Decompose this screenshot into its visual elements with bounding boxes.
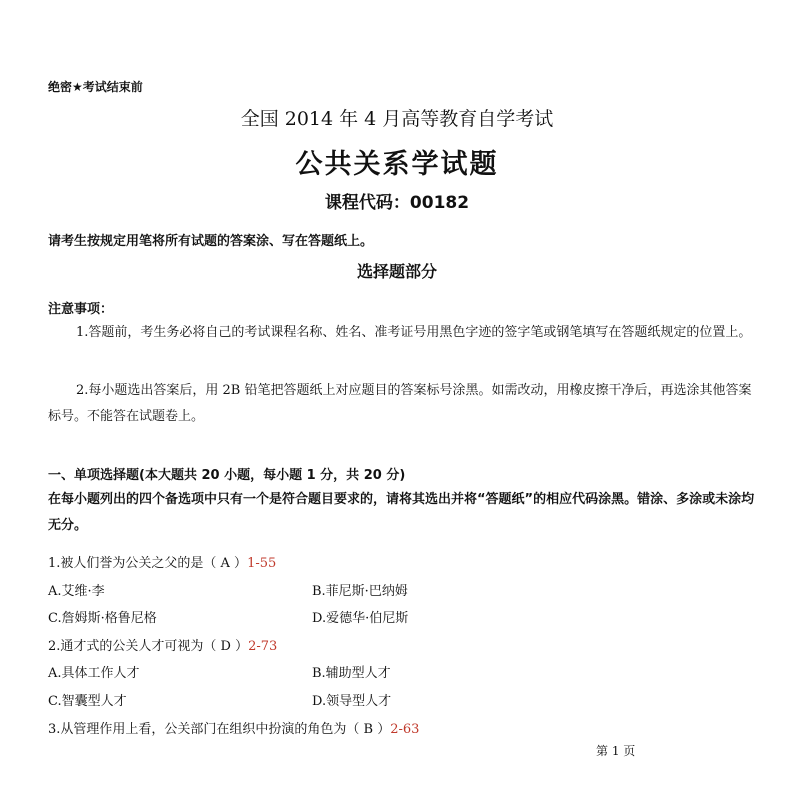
option-c: C.詹姆斯·格鲁尼格	[48, 611, 157, 626]
instruction: 请考生按规定用笔将所有试题的答案涂、写在答题纸上。	[48, 234, 374, 249]
subject-title: 公共关系学试题	[295, 149, 499, 180]
question-stem: 2.通才式的公关人才可视为（ D ）	[48, 639, 249, 654]
answer-reference: 2-63	[390, 722, 420, 737]
option-d: D.领导型人才	[312, 694, 392, 709]
option-c: C.智囊型人才	[48, 694, 127, 709]
question-1	[48, 552, 276, 571]
question-stem: 3.从管理作用上看，公关部门在组织中扮演的角色为（ B ）	[48, 722, 391, 737]
option-a: A.艾维·李	[48, 584, 105, 599]
option-b: B.菲尼斯·巴纳姆	[312, 584, 408, 599]
part1-description: 在每小题列出的四个备选项中只有一个是符合题目要求的，请将其选出并将“答题纸”的相应代码涂黑。错涂、多涂或未涂均无分。	[48, 492, 755, 533]
option-b: B.辅助型人才	[312, 666, 391, 681]
note-item-1: 1.答题前，考生务必将自己的考试课程名称、姓名、准考证号用黑色字迹的签字笔或钢笔填写在答题纸规定的位置上。	[76, 325, 752, 340]
course-code: 课程代码：00182	[324, 193, 470, 213]
page-number: 第 1 页	[596, 744, 636, 758]
answer-reference: 1-55	[247, 556, 277, 571]
question-3	[48, 718, 419, 737]
section-title: 选择题部分	[356, 262, 437, 281]
question-stem: 1.被人们誉为公关之父的是（ A ）	[48, 556, 248, 571]
option-a: A.具体工作人才	[48, 666, 140, 681]
answer-reference: 2-73	[248, 639, 278, 654]
question-2	[48, 635, 277, 654]
option-d: D.爱德华·伯尼斯	[312, 611, 409, 626]
confidential-label: 绝密★考试结束前	[48, 80, 143, 94]
exam-title: 全国 2014 年 4 月高等教育自学考试	[240, 108, 554, 130]
notes-heading: 注意事项：	[48, 302, 114, 317]
note-item-2: 2.每小题选出答案后，用 2B 铅笔把答题纸上对应题目的答案标号涂黑。如需改动，用橡皮擦干净后，再选涂其他答案标号。不能答在试题卷上。	[48, 383, 752, 424]
part1-heading: 一、单项选择题(本大题共 20 小题，每小题 1 分，共 20 分)	[48, 468, 406, 483]
